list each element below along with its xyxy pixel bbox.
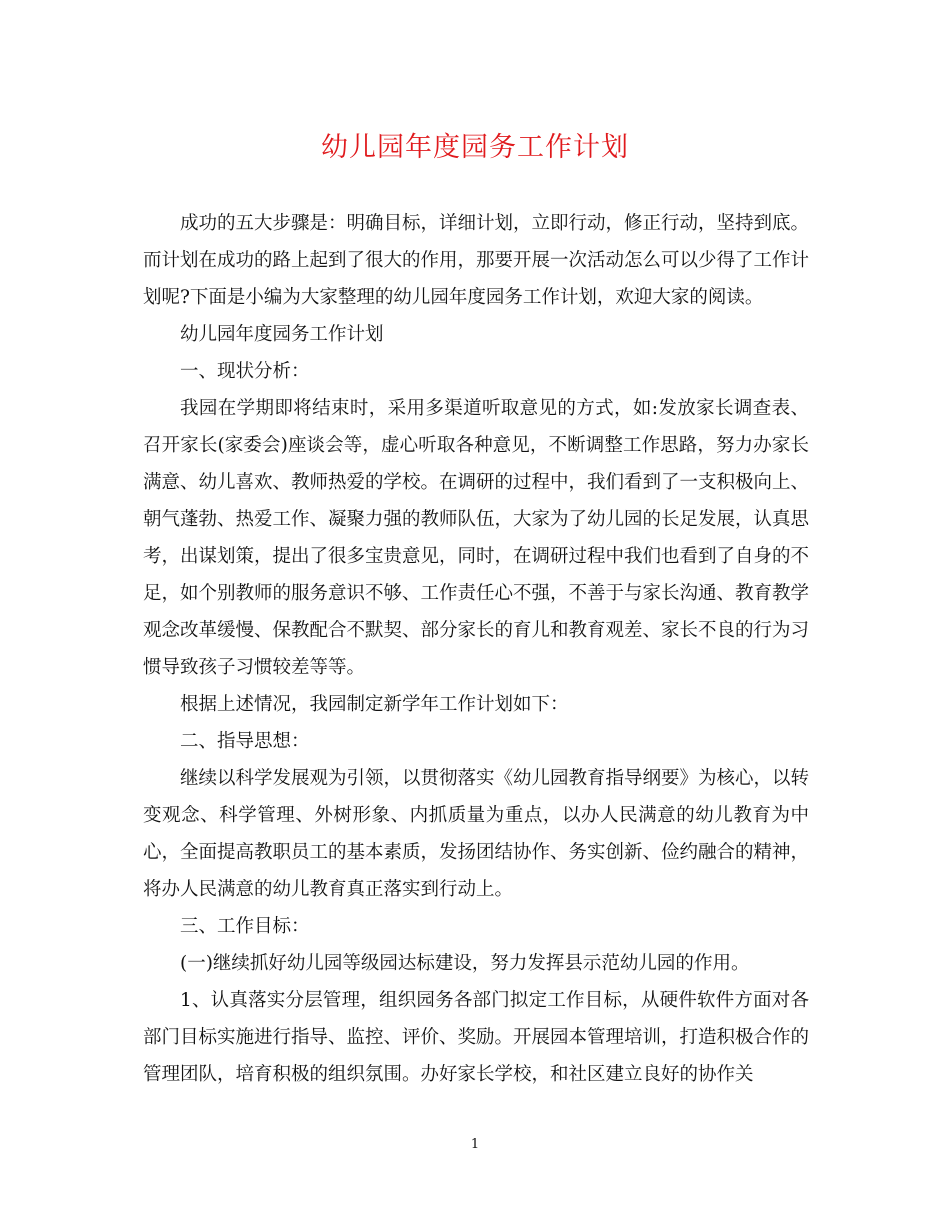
section-heading-goals: 三、工作目标：: [180, 916, 310, 937]
document-body: [143, 205, 809, 1093]
paragraph-plan-intro: 根据上述情况，我园制定新学年工作计划如下：: [180, 694, 569, 715]
paragraph-goal-1-item-1: 1、认真落实分层管理，组织园务各部门拟定工作目标，从硬件软件方面对各部门目标实施进行指导、监控、评价、奖励。开展园本管理培训，打造积极合作的管理团队，培育积极的组织氛围。办好家长学校，和社区建立良好的协作关: [143, 990, 810, 1085]
paragraph-intro: 成功的五大步骤是：明确目标，详细计划，立即行动，修正行动，坚持到底。而计划在成功的路上起到了很大的作用，那要开展一次活动怎么可以少得了工作计划呢?下面是小编为大家整理的幼儿园年度园务工作计划，欢迎大家的阅读。: [143, 213, 810, 308]
page-number: 1: [470, 1137, 480, 1152]
paragraph-situation: 我园在学期即将结束时，采用多渠道听取意见的方式，如:发放家长调查表、召开家长(家委会)座谈会等，虚心听取各种意见，不断调整工作思路，努力办家长满意、幼儿喜欢、教师热爱的学校。在调研的过程中，我们看到了一支积极向上、朝气蓬勃、热爱工作、凝聚力强的教师队伍，大家为了幼儿园的长足发展，认真思考，出谋划策，提出了很多宝贵意见，同时，在调研过程中我们也看到了自身的不足，如个别教师的服务意识不够、工作责任心不强，不善于与家长沟通、教育教学观念改革缓慢、保教配合不默契、部分家长的育儿和教育观差、家长不良的行为习惯导致孩子习惯较差等等。: [143, 398, 810, 678]
document-title: 幼儿园年度园务工作计划: [321, 132, 629, 163]
paragraph-guidance: 继续以科学发展观为引领，以贯彻落实《幼儿园教育指导纲要》为核心，以转变观念、科学管理、外树形象、内抓质量为重点，以办人民满意的幼儿教育为中心，全面提高教职员工的基本素质，发扬团结协作、务实创新、俭约融合的精神，将办人民满意的幼儿教育真正落实到行动上。: [143, 768, 810, 900]
section-heading-situation: 一、现状分析：: [180, 361, 310, 382]
paragraph-subtitle: 幼儿园年度园务工作计划: [180, 324, 384, 345]
section-heading-guidance: 二、指导思想：: [180, 731, 310, 752]
paragraph-goal-1: (一)继续抓好幼儿园等级园达标建设，努力发挥县示范幼儿园的作用。: [180, 953, 750, 974]
